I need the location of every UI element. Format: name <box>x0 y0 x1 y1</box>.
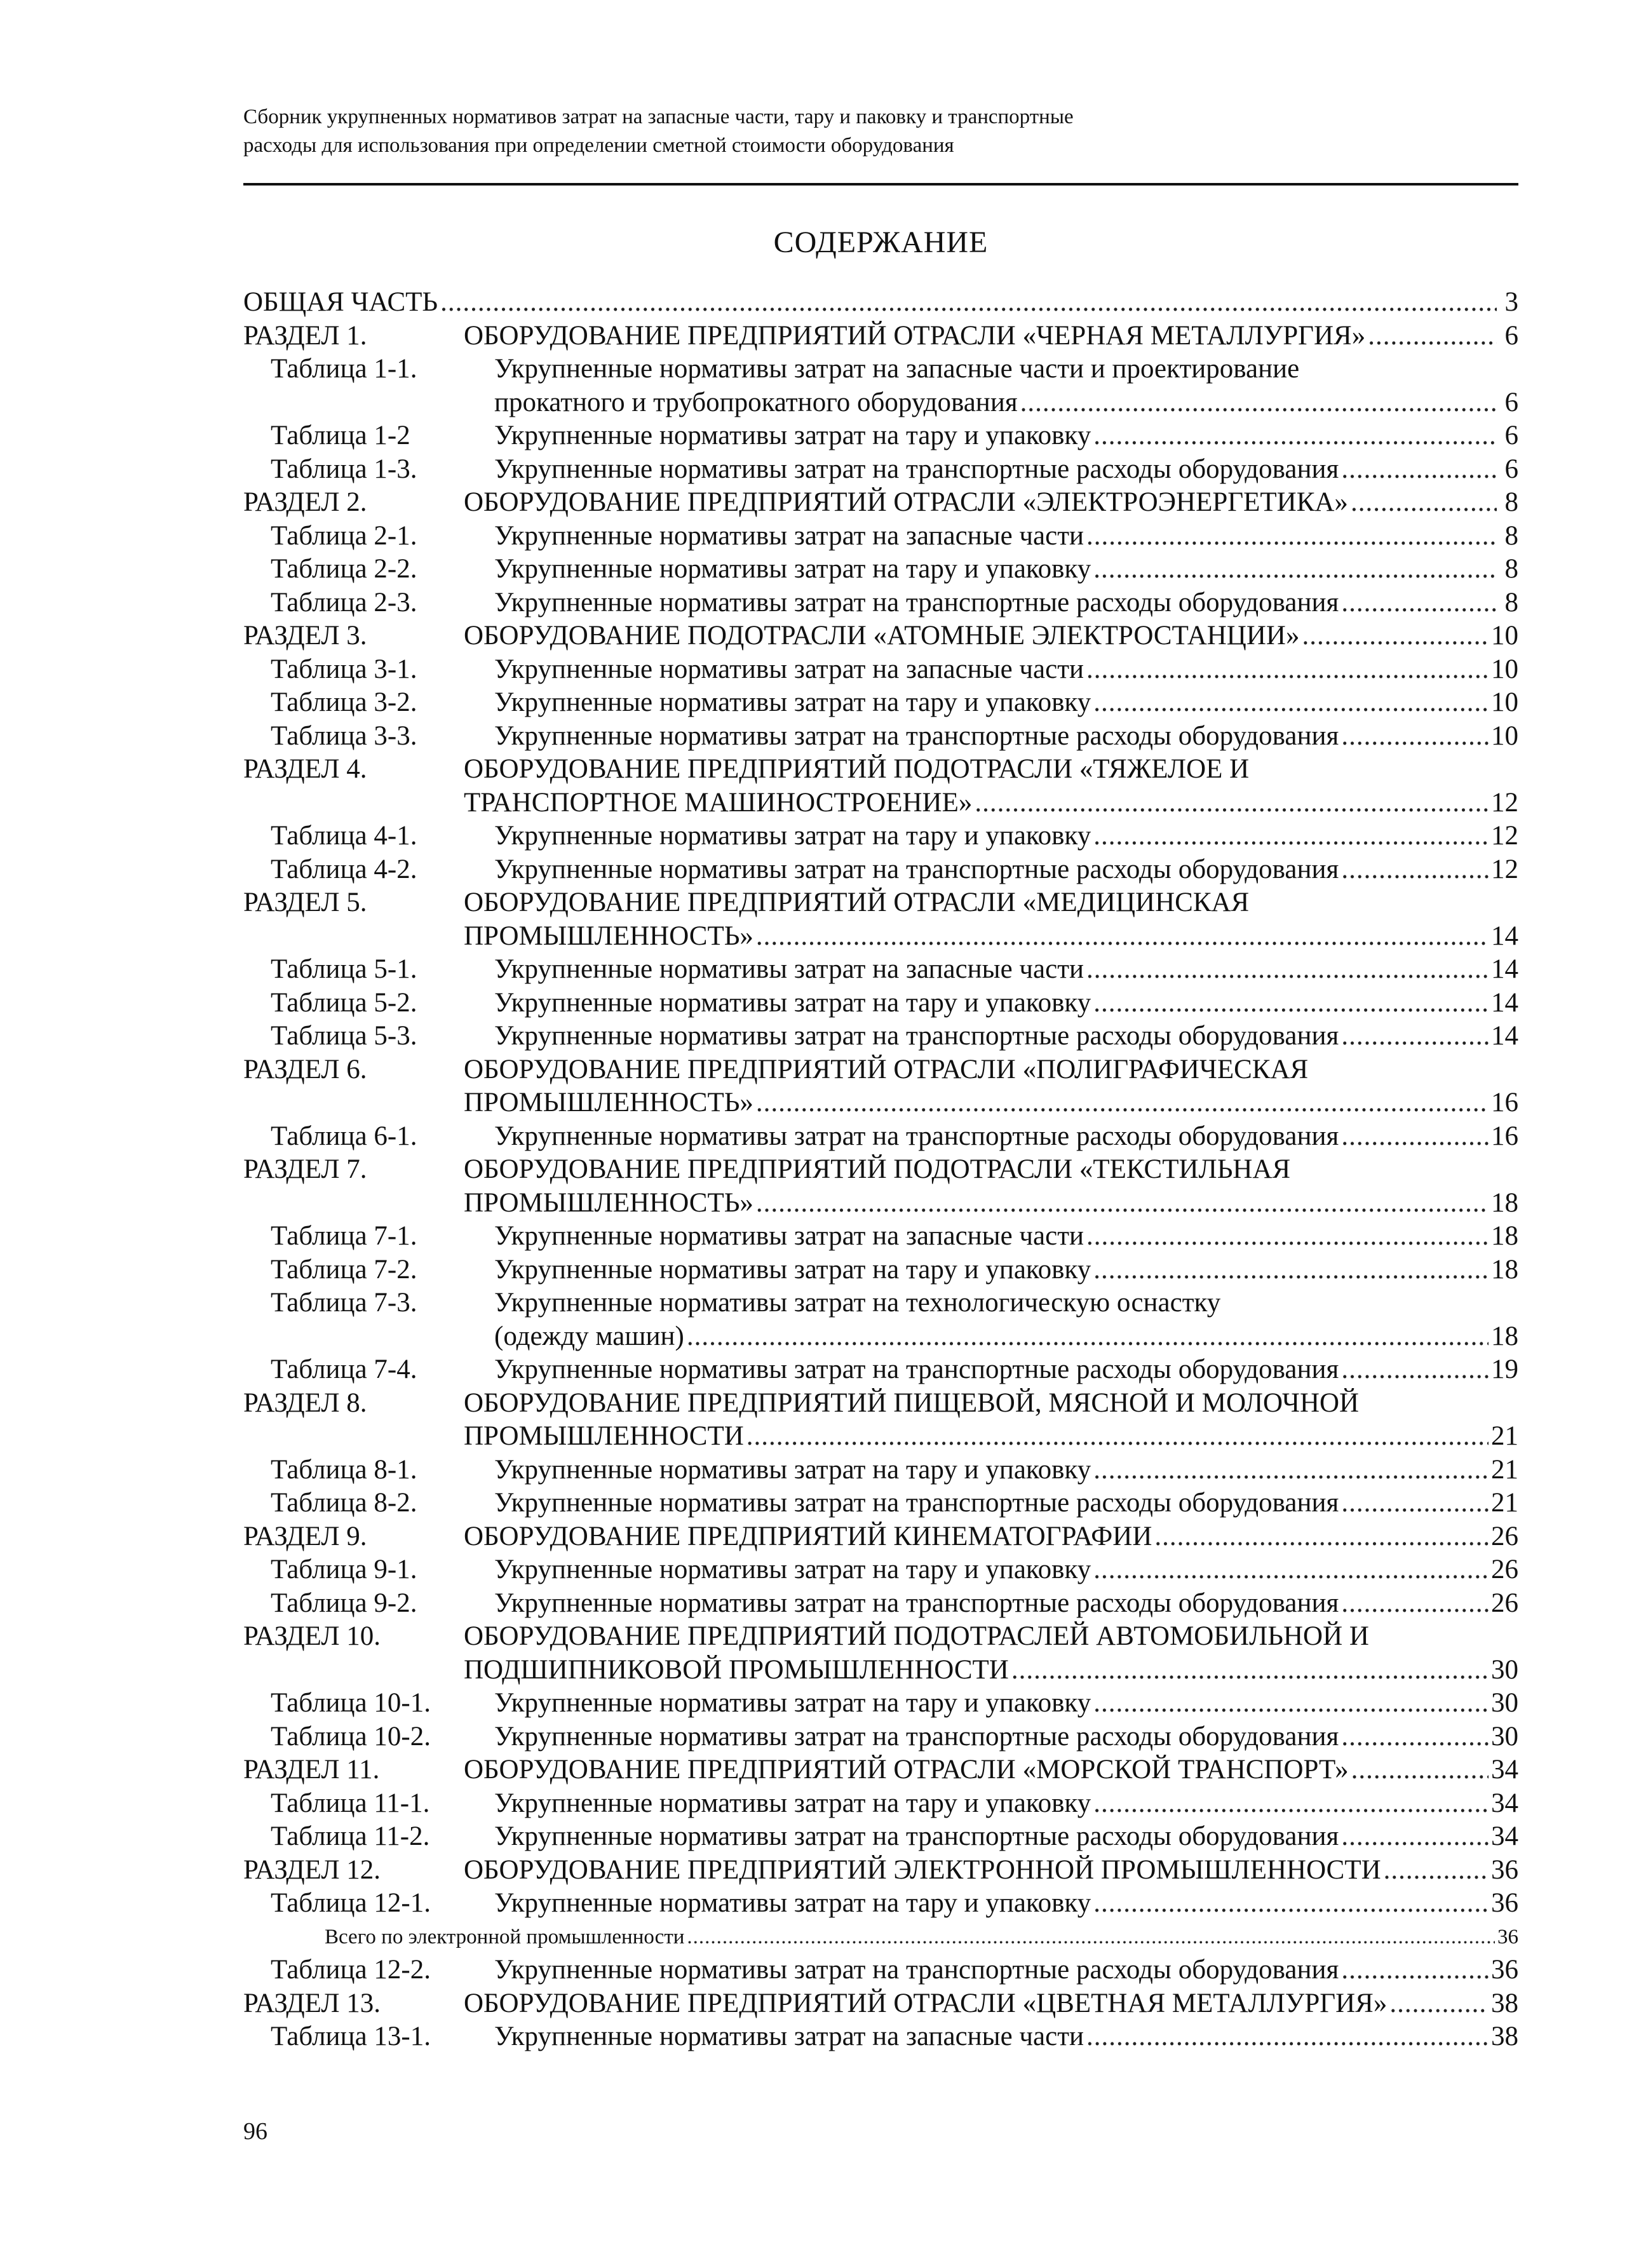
toc-table-label: Таблица 2-3. <box>271 587 417 618</box>
toc-entry[interactable] <box>243 1187 1518 1220</box>
toc-entry-title: ОБОРУДОВАНИЕ ПОДОТРАСЛИ «АТОМНЫЕ ЭЛЕКТРОСТАНЦИИ» <box>464 621 1300 651</box>
toc-entry[interactable] <box>243 1753 1518 1787</box>
toc-leader-dots <box>975 786 1489 820</box>
toc-entry-title: ОБОРУДОВАНИЕ ПРЕДПРИЯТИЙ ОТРАСЛИ «МЕДИЦИНСКАЯ <box>464 888 1250 917</box>
toc-entry-title: Укрупненные нормативы затрат на транспортные расходы оборудования <box>494 1021 1339 1051</box>
toc-entry[interactable] <box>243 1487 1518 1520</box>
toc-leader-dots <box>1011 1654 1489 1687</box>
toc-section-label: РАЗДЕЛ 13. <box>243 1988 381 2018</box>
toc-entry-title: Укрупненные нормативы затрат на транспортные расходы оборудования <box>494 1955 1339 1985</box>
toc-page-number: 26 <box>1491 1521 1518 1551</box>
page-number: 96 <box>243 2118 267 2145</box>
toc-title: СОДЕРЖАНИЕ <box>773 226 989 259</box>
toc-entry[interactable] <box>243 1553 1518 1587</box>
toc-page-number: 8 <box>1504 587 1518 618</box>
toc-entry-title: Укрупненные нормативы затрат на транспортные расходы оборудования <box>494 1588 1339 1618</box>
toc-entry[interactable] <box>243 720 1518 753</box>
toc-entry-title: Укрупненные нормативы затрат на запасные части и проектирование <box>494 354 1300 384</box>
toc-table-label: Таблица 8-1. <box>271 1454 417 1485</box>
toc-section-label: РАЗДЕЛ 9. <box>243 1521 367 1551</box>
toc-entry-title: Укрупненные нормативы затрат на транспортные расходы оборудования <box>494 1354 1339 1384</box>
toc-page-number: 18 <box>1491 1321 1518 1351</box>
toc-leader-dots <box>1341 1720 1489 1754</box>
toc-page-number: 36 <box>1491 1955 1518 1985</box>
toc-leader-dots <box>1020 386 1497 420</box>
toc-table-label: Таблица 8-2. <box>271 1488 417 1518</box>
toc-page-number: 14 <box>1491 987 1518 1018</box>
toc-page-number: 36 <box>1491 1888 1518 1918</box>
toc-section-label: РАЗДЕЛ 2. <box>243 487 367 517</box>
toc-section-label: РАЗДЕЛ 7. <box>243 1154 367 1184</box>
toc-table-label: Таблица 5-1. <box>271 954 417 984</box>
toc-leader-dots <box>1093 553 1497 586</box>
toc-page-number: 6 <box>1504 387 1518 417</box>
toc-table-label: Таблица 12-1. <box>271 1888 431 1918</box>
toc-page-number: 21 <box>1491 1454 1518 1485</box>
toc-table-label: Таблица 12-2. <box>271 1955 431 1985</box>
toc-entry[interactable] <box>243 453 1518 487</box>
toc-entry[interactable] <box>243 1954 1518 1987</box>
toc-entry[interactable] <box>243 820 1518 853</box>
toc-page-number: 21 <box>1491 1488 1518 1518</box>
toc-leader-dots <box>1093 820 1489 853</box>
toc-leader-dots <box>1341 1487 1489 1520</box>
toc-leader-dots <box>756 1086 1489 1120</box>
toc-entry[interactable] <box>243 586 1518 620</box>
toc-entry[interactable] <box>243 1520 1518 1554</box>
toc-page-number: 12 <box>1491 854 1518 884</box>
toc-leader-dots <box>1341 1820 1489 1854</box>
toc-page-number: 26 <box>1491 1555 1518 1584</box>
toc-table-label: Таблица 3-3. <box>271 720 417 751</box>
toc-page-number: 34 <box>1491 1755 1518 1785</box>
toc-table-label: Таблица 7-3. <box>271 1288 417 1318</box>
toc-table-label: Таблица 2-2. <box>271 554 417 584</box>
toc-section-label: РАЗДЕЛ 8. <box>243 1387 367 1418</box>
toc-page-number: 14 <box>1491 921 1518 951</box>
toc-section-label: РАЗДЕЛ 6. <box>243 1054 367 1084</box>
toc-entry-title: Укрупненные нормативы затрат на транспортные расходы оборудования <box>494 454 1339 484</box>
toc-entry-title: Укрупненные нормативы затрат на запасные части <box>494 654 1084 684</box>
toc-entry[interactable] <box>243 520 1518 553</box>
toc-entry[interactable] <box>243 686 1518 720</box>
toc-section-label: РАЗДЕЛ 1. <box>243 320 367 351</box>
toc-entry-title: ОБОРУДОВАНИЕ ПРЕДПРИЯТИЙ ПИЩЕВОЙ, МЯСНОЙ И МОЛОЧНОЙ <box>464 1387 1360 1418</box>
toc-leader-dots <box>1341 586 1497 620</box>
toc-leader-dots <box>1086 520 1497 553</box>
toc-leader-dots <box>1341 1020 1489 1053</box>
toc-table-label: Таблица 9-2. <box>271 1588 417 1618</box>
toc-table-label: Таблица 7-1. <box>271 1221 417 1251</box>
toc-entry-title: Укрупненные нормативы затрат на тару и упаковку <box>494 1688 1091 1718</box>
toc-entry-title: Укрупненные нормативы затрат на тару и упаковку <box>494 821 1091 851</box>
toc-page-number: 8 <box>1504 520 1518 551</box>
toc-page-number: 8 <box>1504 487 1518 517</box>
toc-entry[interactable] <box>243 419 1518 453</box>
toc-entry-title: Укрупненные нормативы затрат на тару и упаковку <box>494 1788 1091 1818</box>
toc-table-label: Таблица 7-4. <box>271 1354 417 1384</box>
toc-page-number: 14 <box>1491 1021 1518 1051</box>
toc-table-label: Таблица 5-3. <box>271 1021 417 1051</box>
toc-leader-dots <box>1093 419 1497 453</box>
toc-leader-dots <box>1368 320 1497 353</box>
toc-leader-dots <box>1341 1120 1489 1154</box>
toc-entry-title: Укрупненные нормативы затрат на тару и упаковку <box>494 421 1091 450</box>
toc-entry-title: ТРАНСПОРТНОЕ МАШИНОСТРОЕНИЕ» <box>464 787 973 818</box>
toc-page-number: 10 <box>1491 654 1518 684</box>
toc-leader-dots <box>756 1187 1489 1220</box>
toc-page-number: 10 <box>1491 687 1518 717</box>
toc-leader-dots <box>1154 1520 1489 1554</box>
toc-leader-dots <box>1093 1553 1489 1587</box>
toc-table-label: Таблица 2-1. <box>271 520 417 551</box>
toc-entry-title: ПРОМЫШЛЕННОСТИ <box>464 1421 744 1451</box>
toc-entry-title: Укрупненные нормативы затрат на транспортные расходы оборудования <box>494 720 1339 751</box>
toc-entry[interactable] <box>243 1020 1518 1053</box>
toc-entry[interactable] <box>243 1253 1518 1287</box>
toc-leader-dots <box>1093 1253 1489 1287</box>
toc-table-label: Таблица 10-2. <box>271 1721 431 1752</box>
toc-table-label: Таблица 7-2. <box>271 1254 417 1285</box>
toc-entry[interactable] <box>243 1920 1518 1954</box>
toc-entry[interactable] <box>243 486 1518 520</box>
toc-page-number: 21 <box>1491 1421 1518 1451</box>
toc-entry[interactable] <box>243 920 1518 954</box>
toc-entry[interactable] <box>243 1053 1518 1087</box>
toc-leader-dots <box>1093 1887 1489 1920</box>
toc-leader-dots <box>756 920 1489 954</box>
toc-entry[interactable] <box>243 1587 1518 1621</box>
toc-entry-title: Укрупненные нормативы затрат на транспортные расходы оборудования <box>494 854 1339 884</box>
toc-table-label: Таблица 1-2 <box>271 421 410 450</box>
toc-page-number: 34 <box>1491 1788 1518 1818</box>
toc-leader-dots <box>1341 1353 1489 1387</box>
toc-entry-title: Укрупненные нормативы затрат на запасные части <box>494 954 1084 984</box>
toc-page-number: 14 <box>1491 954 1518 984</box>
toc-section-label: РАЗДЕЛ 4. <box>243 754 367 784</box>
toc-page-number: 38 <box>1491 1988 1518 2018</box>
toc-entry-title: прокатного и трубопрокатного оборудования <box>494 387 1018 417</box>
header-line-1: Сборник укрупненных нормативов затрат на запасные части, тару и паковку и транспортные <box>243 105 1074 128</box>
toc-entry-title: ОБОРУДОВАНИЕ ПРЕДПРИЯТИЙ ОТРАСЛИ «ЧЕРНАЯ МЕТАЛЛУРГИЯ» <box>464 320 1366 351</box>
toc-page-number: 30 <box>1491 1688 1518 1718</box>
toc-leader-dots <box>746 1420 1489 1454</box>
toc-section-label: РАЗДЕЛ 12. <box>243 1854 381 1885</box>
toc-entry[interactable] <box>243 2020 1518 2054</box>
toc-section-label: РАЗДЕЛ 10. <box>243 1621 381 1651</box>
toc-entry-title: ОБОРУДОВАНИЕ ПРЕДПРИЯТИЙ ПОДОТРАСЛИ «ТЯЖЕЛОЕ И <box>464 754 1250 784</box>
toc-entry-general[interactable] <box>243 286 1518 320</box>
toc-entry-title: ОБОРУДОВАНИЕ ПРЕДПРИЯТИЙ ОТРАСЛИ «МОРСКОЙ ТРАНСПОРТ» <box>464 1755 1349 1785</box>
toc-entry[interactable] <box>243 1420 1518 1454</box>
toc-entry-title: ОБОРУДОВАНИЕ ПРЕДПРИЯТИЙ ПОДОТРАСЛЕЙ АВТОМОБИЛЬНОЙ И <box>464 1621 1369 1651</box>
toc-leader-dots <box>1093 1454 1489 1487</box>
toc-entry-title: Укрупненные нормативы затрат на транспортные расходы оборудования <box>494 1821 1339 1851</box>
toc-entry[interactable] <box>243 1820 1518 1854</box>
toc-entry-title: Укрупненные нормативы затрат на тару и упаковку <box>494 1555 1091 1584</box>
toc-page-number: 18 <box>1491 1187 1518 1218</box>
toc-page-number: 10 <box>1491 720 1518 751</box>
toc-table-label: Таблица 10-1. <box>271 1688 431 1718</box>
toc-page-number: 30 <box>1491 1721 1518 1752</box>
toc-table-label: Таблица 5-2. <box>271 987 417 1018</box>
toc-entry-title: ОБОРУДОВАНИЕ ПРЕДПРИЯТИЙ ЭЛЕКТРОННОЙ ПРОМЫШЛЕННОСТИ <box>464 1854 1381 1885</box>
toc-entry[interactable] <box>243 1787 1518 1821</box>
toc-entry-title: Всего по электронной промышленности <box>325 1925 685 1948</box>
toc-table-label: Таблица 4-1. <box>271 821 417 851</box>
toc-leader-dots <box>1093 987 1489 1020</box>
toc-leader-dots <box>1341 1954 1489 1987</box>
toc-leader-dots <box>440 286 1497 320</box>
toc-entry-title: ОБОРУДОВАНИЕ ПРЕДПРИЯТИЙ ПОДОТРАСЛИ «ТЕКСТИЛЬНАЯ <box>464 1154 1291 1184</box>
toc-table-label: Таблица 3-2. <box>271 687 417 717</box>
toc-page-number: 6 <box>1504 454 1518 484</box>
toc-entry-title: Укрупненные нормативы затрат на тару и упаковку <box>494 987 1091 1018</box>
toc-entry-label: ОБЩАЯ ЧАСТЬ <box>243 287 438 317</box>
table-of-contents <box>243 286 1518 2054</box>
toc-entry[interactable] <box>243 1220 1518 1253</box>
toc-page-number: 36 <box>1497 1925 1518 1948</box>
toc-page-number: 18 <box>1491 1221 1518 1251</box>
toc-entry[interactable] <box>243 1387 1518 1421</box>
toc-page-number: 26 <box>1491 1588 1518 1618</box>
toc-entry-title: ОБОРУДОВАНИЕ ПРЕДПРИЯТИЙ ОТРАСЛИ «ПОЛИГРАФИЧЕСКАЯ <box>464 1054 1309 1084</box>
toc-leader-dots <box>1093 1687 1489 1720</box>
header-line-2: расходы для использования при определении сметной стоимости оборудования <box>243 134 954 157</box>
toc-entry[interactable] <box>243 1120 1518 1154</box>
toc-page-number: 16 <box>1491 1088 1518 1117</box>
toc-section-label: РАЗДЕЛ 3. <box>243 621 367 651</box>
toc-table-label: Таблица 1-3. <box>271 454 417 484</box>
toc-entry[interactable] <box>243 1620 1518 1654</box>
toc-entry[interactable] <box>243 886 1518 920</box>
toc-entry-title: Укрупненные нормативы затрат на тару и упаковку <box>494 1888 1091 1918</box>
toc-page-number: 30 <box>1491 1654 1518 1685</box>
toc-page-number: 18 <box>1491 1254 1518 1285</box>
toc-entry[interactable] <box>243 853 1518 887</box>
toc-leader-dots <box>1086 1220 1489 1253</box>
toc-table-label: Таблица 3-1. <box>271 654 417 684</box>
toc-leader-dots <box>1341 1587 1489 1621</box>
toc-entry[interactable] <box>243 320 1518 353</box>
toc-entry[interactable] <box>243 1687 1518 1720</box>
toc-leader-dots <box>687 1920 1495 1954</box>
toc-entry-title: ОБОРУДОВАНИЕ ПРЕДПРИЯТИЙ ОТРАСЛИ «ЭЛЕКТРОЭНЕРГЕТИКА» <box>464 487 1348 517</box>
toc-page-number: 38 <box>1491 2022 1518 2051</box>
toc-page-number: 12 <box>1491 821 1518 851</box>
toc-leader-dots <box>687 1320 1489 1354</box>
toc-entry[interactable] <box>243 1887 1518 1920</box>
toc-entry[interactable] <box>243 1854 1518 1887</box>
toc-entry-title: ПРОМЫШЛЕННОСТЬ» <box>464 1187 753 1218</box>
toc-entry-title: (одежду машин) <box>494 1321 684 1351</box>
toc-table-label: Таблица 9-1. <box>271 1555 417 1584</box>
toc-leader-dots <box>1093 686 1489 720</box>
toc-leader-dots <box>1086 653 1489 687</box>
toc-page-number: 10 <box>1491 621 1518 651</box>
toc-page-number: 6 <box>1504 421 1518 450</box>
toc-page-number: 36 <box>1491 1854 1518 1885</box>
toc-page-number: 16 <box>1491 1121 1518 1151</box>
toc-table-label: Таблица 13-1. <box>271 2022 431 2051</box>
toc-leader-dots <box>1341 720 1489 753</box>
toc-entry-title: ПОДШИПНИКОВОЙ ПРОМЫШЛЕННОСТИ <box>464 1654 1009 1685</box>
toc-entry[interactable] <box>243 953 1518 987</box>
toc-page-number: 12 <box>1491 787 1518 818</box>
toc-leader-dots <box>1341 853 1489 887</box>
toc-entry[interactable] <box>243 987 1518 1020</box>
toc-entry-title: ОБОРУДОВАНИЕ ПРЕДПРИЯТИЙ ОТРАСЛИ «ЦВЕТНАЯ МЕТАЛЛУРГИЯ» <box>464 1988 1388 2018</box>
toc-table-label: Таблица 6-1. <box>271 1121 417 1151</box>
toc-entry-title: Укрупненные нормативы затрат на тару и упаковку <box>494 1254 1091 1285</box>
toc-leader-dots <box>1093 1787 1489 1821</box>
toc-page-number: 6 <box>1504 320 1518 351</box>
toc-entry-title: Укрупненные нормативы затрат на транспортные расходы оборудования <box>494 1488 1339 1518</box>
toc-entry-title: Укрупненные нормативы затрат на транспортные расходы оборудования <box>494 1121 1339 1151</box>
toc-page-number: 3 <box>1504 287 1518 317</box>
toc-entry[interactable] <box>243 1654 1518 1687</box>
toc-leader-dots <box>1384 1854 1489 1887</box>
toc-table-label: Таблица 11-2. <box>271 1821 430 1851</box>
toc-entry[interactable] <box>243 786 1518 820</box>
toc-entry[interactable] <box>243 1286 1518 1320</box>
toc-entry[interactable] <box>243 1454 1518 1487</box>
toc-leader-dots <box>1389 1987 1489 2021</box>
toc-table-label: Таблица 11-1. <box>271 1788 430 1818</box>
toc-entry-title: Укрупненные нормативы затрат на транспортные расходы оборудования <box>494 587 1339 618</box>
toc-entry[interactable] <box>243 1153 1518 1187</box>
toc-entry[interactable] <box>243 1987 1518 2021</box>
toc-entry[interactable] <box>243 1353 1518 1387</box>
toc-entry[interactable] <box>243 386 1518 420</box>
toc-entry-title: ПРОМЫШЛЕННОСТЬ» <box>464 921 753 951</box>
toc-entry[interactable] <box>243 1320 1518 1354</box>
toc-entry-title: Укрупненные нормативы затрат на запасные части <box>494 1221 1084 1251</box>
toc-leader-dots <box>1341 453 1497 487</box>
header-rule <box>243 183 1518 186</box>
toc-entry[interactable] <box>243 353 1518 386</box>
toc-entry-title: Укрупненные нормативы затрат на запасные части <box>494 2022 1084 2051</box>
toc-entry[interactable] <box>243 553 1518 586</box>
running-header <box>243 103 1501 160</box>
toc-entry[interactable] <box>243 653 1518 687</box>
toc-leader-dots <box>1351 1753 1489 1787</box>
toc-page-number: 19 <box>1491 1354 1518 1384</box>
toc-table-label: Таблица 4-2. <box>271 854 417 884</box>
toc-entry[interactable] <box>243 1720 1518 1754</box>
toc-entry-title: Укрупненные нормативы затрат на запасные части <box>494 520 1084 551</box>
toc-entry-title: Укрупненные нормативы затрат на тару и упаковку <box>494 554 1091 584</box>
toc-entry-title: Укрупненные нормативы затрат на тару и упаковку <box>494 687 1091 717</box>
toc-entry-title: Укрупненные нормативы затрат на тару и упаковку <box>494 1454 1091 1485</box>
toc-leader-dots <box>1086 953 1489 987</box>
toc-entry[interactable] <box>243 619 1518 653</box>
toc-table-label: Таблица 1-1. <box>271 354 417 384</box>
toc-leader-dots <box>1302 619 1489 653</box>
toc-leader-dots <box>1351 486 1497 520</box>
toc-entry-title: Укрупненные нормативы затрат на транспортные расходы оборудования <box>494 1721 1339 1752</box>
toc-leader-dots <box>1086 2020 1489 2054</box>
toc-entry-title: ОБОРУДОВАНИЕ ПРЕДПРИЯТИЙ КИНЕМАТОГРАФИИ <box>464 1521 1152 1551</box>
toc-section-label: РАЗДЕЛ 5. <box>243 888 367 917</box>
toc-entry[interactable] <box>243 753 1518 786</box>
toc-entry-title: Укрупненные нормативы затрат на технологическую оснастку <box>494 1288 1221 1318</box>
toc-page-number: 34 <box>1491 1821 1518 1851</box>
toc-page-number: 8 <box>1504 554 1518 584</box>
toc-section-label: РАЗДЕЛ 11. <box>243 1755 380 1785</box>
toc-entry[interactable] <box>243 1086 1518 1120</box>
toc-entry-title: ПРОМЫШЛЕННОСТЬ» <box>464 1088 753 1117</box>
